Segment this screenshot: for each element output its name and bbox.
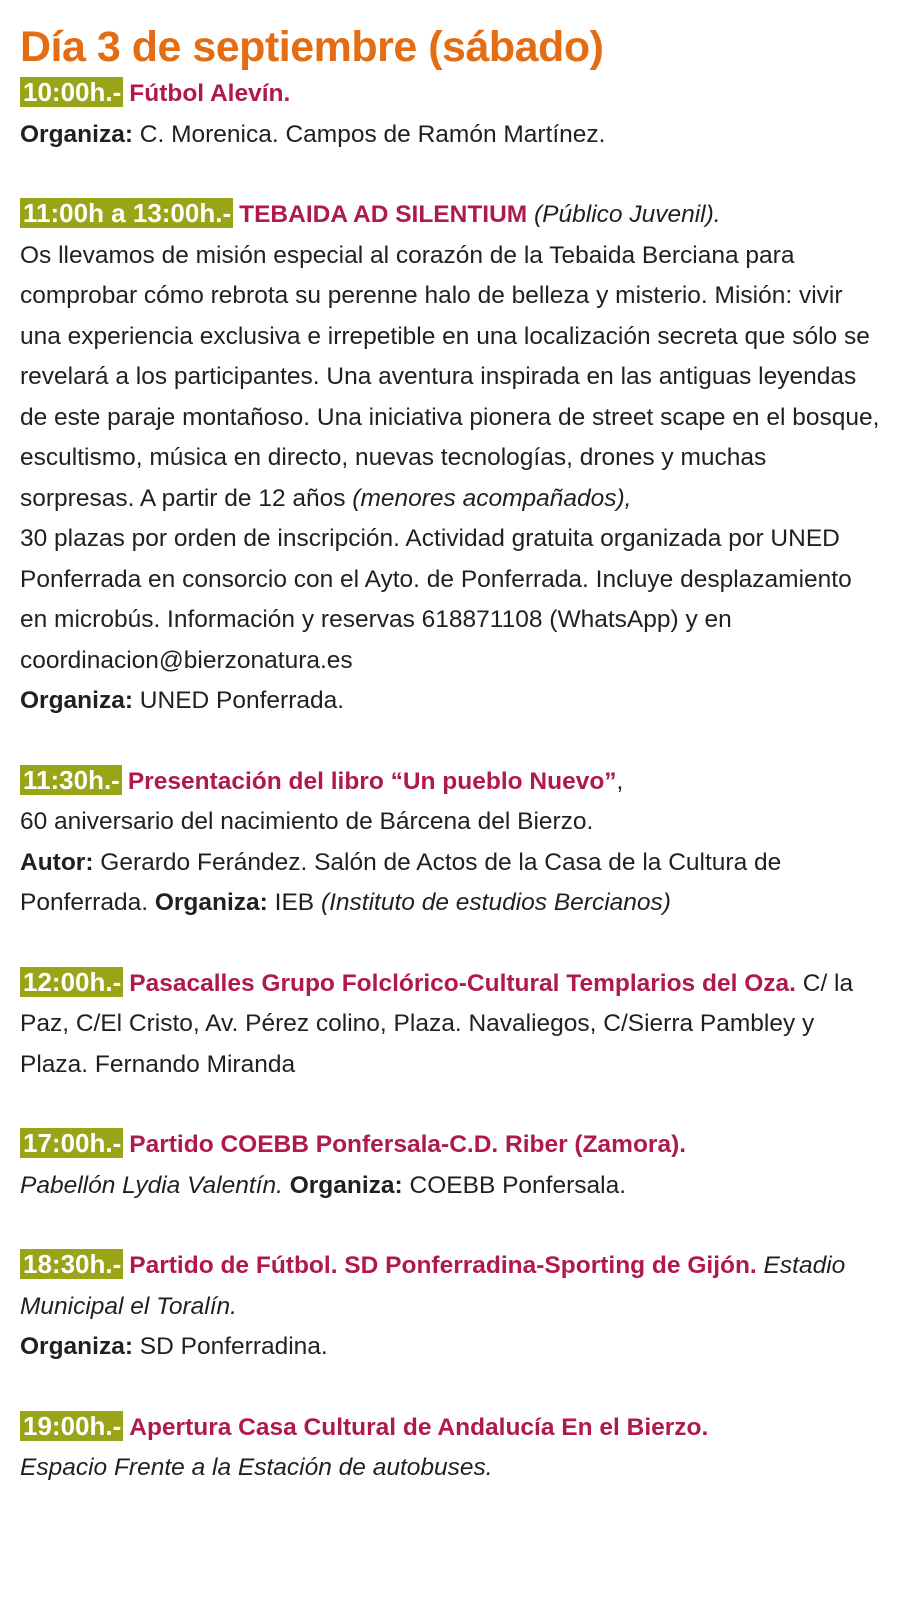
event-title: Presentación del libro “Un pueblo Nuevo” (127, 767, 617, 795)
organizer-text: C. Morenica. Campos de Ramón Martínez. (133, 120, 606, 148)
event-item (20, 1125, 880, 1206)
organizer-text: UNED Ponferrada. (133, 687, 345, 714)
event-time-badge: 10:00h.- (20, 77, 123, 107)
event-details (20, 1448, 880, 1489)
event-organizer (20, 115, 880, 156)
day-title: Día 3 de septiembre (sábado) (20, 23, 604, 71)
event-description (20, 236, 880, 682)
event-item (20, 762, 880, 924)
event-route: C/ la Paz, C/El Cristo, Av. Pérez colino, Plaza. Navaliegos, C/Sierra Pambley y Plaza. Fernando Miranda (20, 969, 854, 1078)
event-title-note: (Público Juvenil). (527, 201, 721, 228)
organizer-text: COEBB Ponfersala. (402, 1171, 627, 1199)
organizer-label: Organiza: (20, 1333, 133, 1360)
event-venue: Espacio Frente a la Estación de autobuses. (20, 1454, 493, 1481)
event-title-suffix: , (616, 767, 624, 795)
event-title: Fútbol Alevín. (129, 80, 291, 107)
event-time-badge: 11:00h a 13:00h.- (20, 198, 233, 228)
event-item (20, 74, 880, 155)
event-time-badge: 17:00h.- (20, 1128, 123, 1158)
event-organizer (20, 1327, 880, 1368)
description-text: Os llevamos de misión especial al corazón de la Tebaida Berciana para comprobar cómo rebrota su perenne halo de belleza y misterio. Misión: vivir una experiencia exclusiva e irrepetible en una localización secreta que sólo se revelará a los participantes. Una aventura inspirada en las antiguas leyendas de este paraje montañoso. Una iniciativa pionera de street scape en el bosque, escultismo, música en directo, nuevas tecnologías, drones y muchas sorpresas. A partir de 12 años (20, 241, 880, 512)
organizer-label: Organiza: (154, 889, 268, 916)
event-time-badge: 18:30h.- (20, 1249, 123, 1279)
organizer-text: IEB (267, 889, 321, 916)
organizer-italic: (Instituto de estudios Bercianos) (320, 889, 671, 916)
event-heading (20, 1125, 880, 1166)
event-title: Pasacalles Grupo Folclórico-Cultural Templarios del Oza. (129, 969, 796, 997)
description-italic: (menores acompañados), (345, 484, 632, 512)
event-heading (20, 964, 880, 1086)
event-venue: Pabellón Lydia Valentín. (20, 1171, 283, 1199)
event-time-badge: 12:00h.- (20, 967, 123, 997)
event-time-badge: 11:30h.- (20, 765, 122, 795)
event-heading (20, 1246, 880, 1327)
event-details (20, 1166, 880, 1207)
event-heading (20, 195, 880, 236)
event-heading (20, 74, 880, 115)
event-title: Partido de Fútbol. SD Ponferradina-Sporting de Gijón. (129, 1252, 757, 1279)
event-item (20, 1246, 880, 1368)
event-details (20, 843, 880, 924)
event-title: TEBAIDA AD SILENTIUM (239, 201, 528, 228)
author-label: Autor: (20, 848, 94, 876)
organizer-label: Organiza: (20, 687, 133, 714)
event-heading (20, 1408, 880, 1449)
description-text-2: 30 plazas por orden de inscripción. Actividad gratuita organizada por UNED Ponferrada en consorcio con el Ayto. de Ponferrada. Incluye desplazamiento en microbús. Información y reservas 618871108 (WhatsApp) y en coordinacion@bierzonatura.es (20, 525, 852, 674)
author-text: Gerardo Ferández. Salón de Actos de la Casa de la Cultura de Ponferrada. (20, 848, 782, 916)
event-heading (20, 762, 880, 803)
event-title: Apertura Casa Cultural de Andalucía En el Bierzo. (129, 1413, 709, 1441)
event-description: 60 aniversario del nacimiento de Bárcena del Bierzo. (20, 808, 594, 835)
organizer-label: Organiza: (20, 120, 133, 148)
event-item (20, 1408, 880, 1489)
organizer-label: Organiza: (282, 1171, 403, 1199)
event-time-badge: 19:00h.- (20, 1411, 123, 1441)
event-title: Partido COEBB Ponfersala-C.D. Riber (Zamora). (129, 1131, 687, 1158)
event-organizer (20, 681, 880, 722)
event-item (20, 964, 880, 1086)
organizer-text: SD Ponferradina. (133, 1333, 328, 1360)
event-item (20, 195, 880, 722)
event-venue: Estadio Municipal el Toralín. (20, 1252, 846, 1320)
